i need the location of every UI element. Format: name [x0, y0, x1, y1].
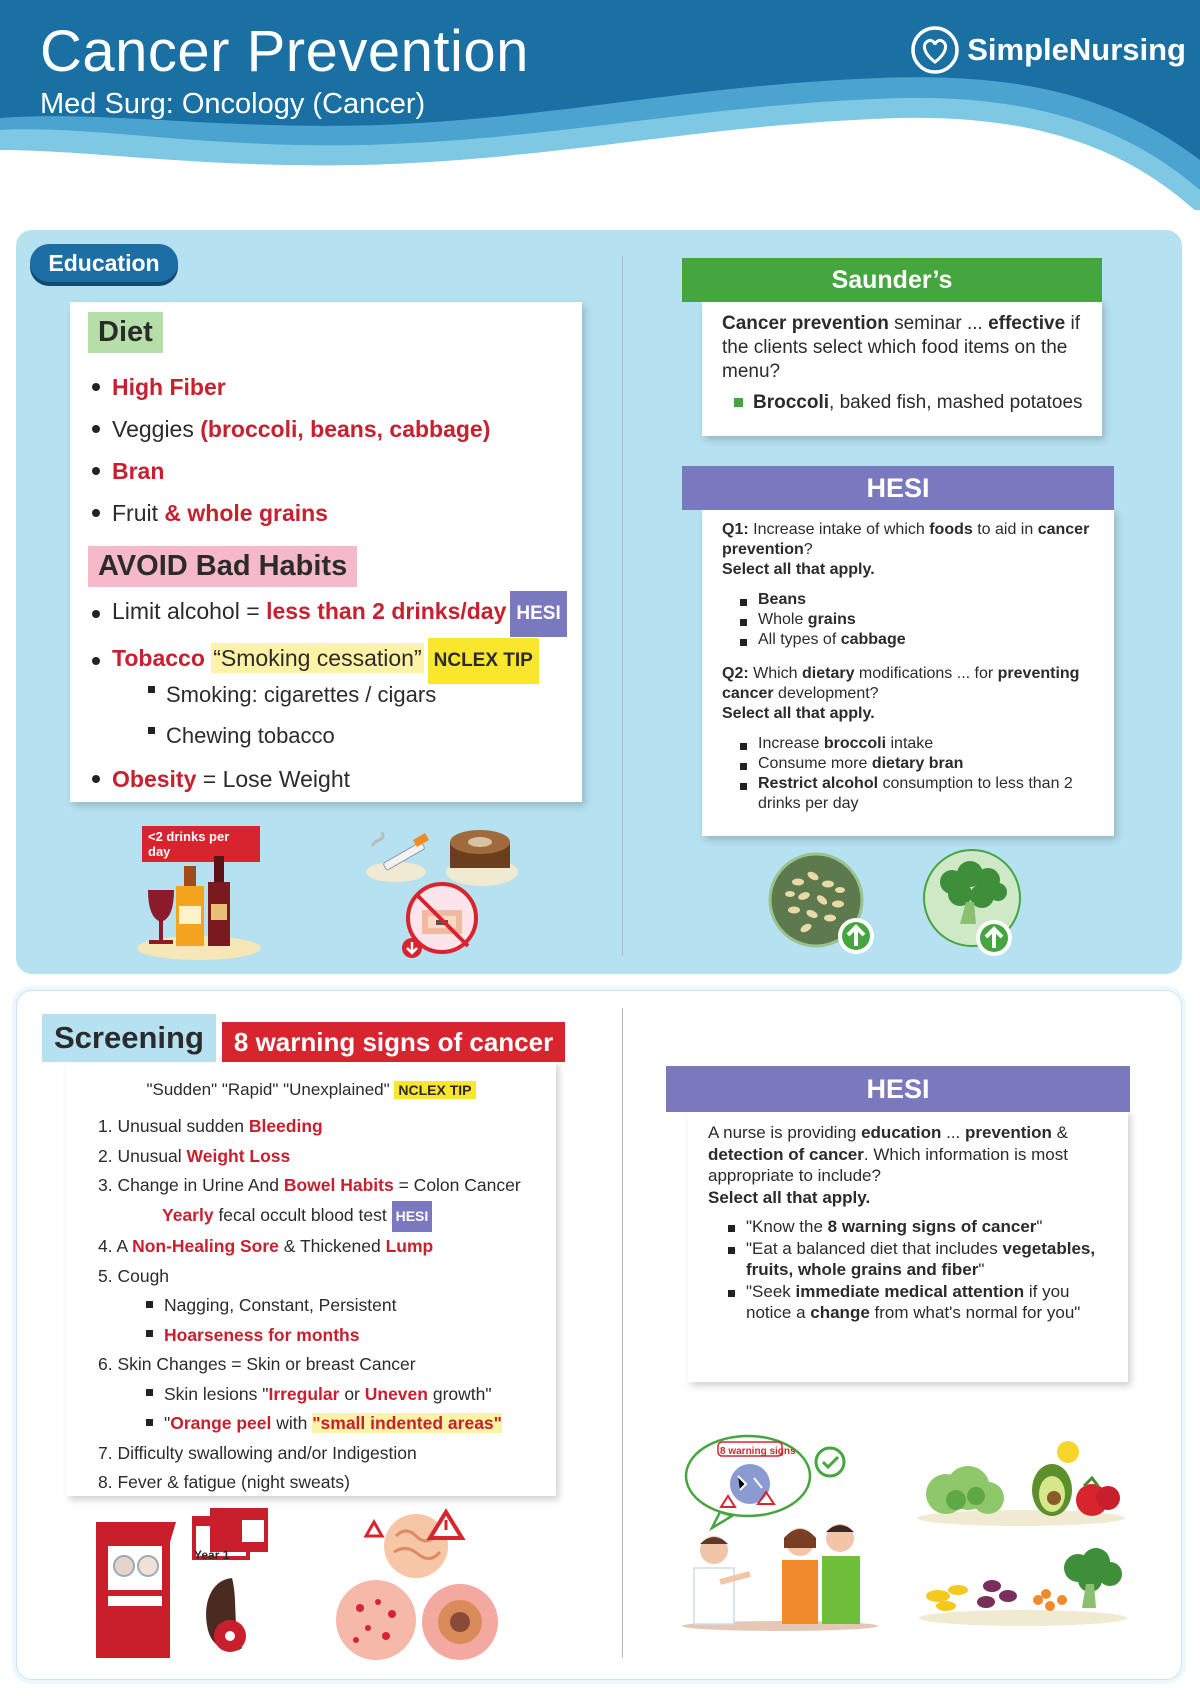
warning-signs-list	[98, 1112, 548, 1498]
weight-scale-icon	[402, 880, 482, 960]
saunders-card	[702, 300, 1102, 436]
nurse-patient-education-icon	[680, 1432, 880, 1632]
hesi-q1-answer: Beans	[736, 590, 906, 610]
screening-heading-row	[42, 1014, 565, 1062]
avoid-item-alcohol: Limit alcohol = less than 2 drinks/day HESI	[90, 590, 570, 637]
page-header	[0, 0, 1200, 210]
nclex-tip-line: "Sudden" "Rapid" "Unexplained" NCLEX TIP	[66, 1080, 556, 1100]
diet-item: High Fiber	[90, 366, 490, 408]
hesi-education-answers	[724, 1216, 1104, 1324]
hesi-tag: HESI	[392, 1201, 433, 1233]
skin-lesions-icon	[330, 1508, 510, 1664]
hesi-q2-answers	[736, 734, 1086, 814]
heart-stethoscope-icon	[909, 24, 961, 76]
bubble-label: 8 warning signs	[720, 1446, 796, 1457]
tobacco-sub-item: Smoking: cigarettes / cigars	[144, 674, 436, 715]
diet-item: Fruit & whole grains	[90, 492, 490, 534]
hesi-q2-answer: Restrict alcohol consumption to less than 2 drinks per day	[736, 774, 1086, 814]
diet-heading: Diet	[88, 312, 163, 353]
hesi-education-answer: "Eat a balanced diet that includes vegetables, fruits, whole grains and fiber"	[724, 1238, 1104, 1281]
hesi-tag: HESI	[510, 591, 566, 637]
page-subtitle: Med Surg: Oncology (Cancer)	[40, 88, 426, 120]
fecal-test-calendar-icon	[92, 1508, 272, 1660]
avoid-list	[90, 590, 570, 684]
warning-sign-6: 6. Skin Changes = Skin or breast Cancer	[98, 1354, 416, 1374]
tobacco-illustration	[364, 822, 524, 952]
hesi-heading: HESI	[682, 466, 1114, 510]
saunders-answer: Broccoli, baked fish, mashed potatoes	[734, 392, 1083, 414]
warning-sign-8: 8. Fever & fatigue (night sweats)	[98, 1472, 350, 1492]
page-title: Cancer Prevention	[40, 19, 529, 84]
warning-sign-5: 5. Cough	[98, 1265, 170, 1286]
diet-item: Veggies (broccoli, beans, cabbage)	[90, 408, 490, 450]
screening-label: Screening	[42, 1014, 216, 1062]
tobacco-sub-item: Chewing tobacco	[144, 715, 436, 756]
hesi-q1-answers	[736, 590, 906, 650]
hesi-education-card	[688, 1110, 1128, 1382]
diet-card	[70, 302, 582, 802]
avoid-list-obesity	[90, 758, 350, 800]
warning-sign-3-sub: Yearly fecal occult blood test HESI	[98, 1201, 548, 1233]
avoid-heading: AVOID Bad Habits	[88, 546, 357, 587]
hesi-education-question: A nurse is providing education ... prevention & detection of cancer. Which information is most appropriate to include? Select all that apply.	[708, 1123, 1068, 1207]
warning-sign-6-sub: Skin lesions "Irregular or Uneven growth" "Orange peel with "small indented areas"	[98, 1380, 548, 1439]
green-square-icon	[734, 398, 743, 407]
warning-signs-card	[66, 1060, 556, 1496]
warning-sign-7: 7. Difficulty swallowing and/or Indigestion	[98, 1442, 417, 1463]
tobacco-sub-list	[144, 674, 436, 756]
hesi-q1-answer: Whole grains	[736, 610, 906, 630]
grains-beans-broccoli-icon	[918, 1540, 1128, 1630]
warning-sign-3: 3. Change in Urine And Bowel Habits = Colon Cancer	[98, 1175, 521, 1195]
hesi-q2-answer: Increase broccoli intake	[736, 734, 1086, 754]
alcohol-illustration	[140, 826, 260, 950]
warning-sign-5-sub: Nagging, Constant, Persistent Hoarseness for months	[98, 1291, 548, 1350]
wine-bottles-icon	[134, 848, 264, 968]
broccoli-increase-icon	[922, 848, 1032, 958]
avoid-item-obesity: Obesity = Lose Weight	[90, 758, 350, 800]
saunders-heading: Saunder’s	[682, 258, 1102, 302]
screening-divider	[622, 1008, 623, 1658]
education-divider	[622, 256, 623, 956]
nclex-tag: NCLEX TIP	[394, 1081, 475, 1099]
calendar-label: Year 1	[194, 1548, 230, 1562]
warning-signs-title: 8 warning signs of cancer	[222, 1022, 565, 1062]
diet-item: Bran	[90, 450, 490, 492]
warning-sign-4: 4. A Non-Healing Sore & Thickened Lump	[98, 1236, 434, 1256]
drinks-label: <2 drinks per day	[142, 826, 260, 862]
brand-logo	[909, 24, 1186, 76]
hesi-education-answer: "Seek immediate medical attention if you notice a change from what's normal for you"	[724, 1281, 1104, 1324]
hesi-education-answer: "Know the 8 warning signs of cancer"	[724, 1216, 1104, 1238]
beans-increase-icon	[768, 852, 878, 956]
brand-name: SimpleNursing	[967, 32, 1186, 67]
nclex-tag: NCLEX TIP	[428, 638, 539, 684]
hesi-heading: HESI	[666, 1066, 1130, 1112]
hesi-q1-answer: All types of cabbage	[736, 630, 906, 650]
warning-sign-1: 1. Unusual sudden Bleeding	[98, 1116, 323, 1136]
warning-sign-2: 2. Unusual Weight Loss	[98, 1145, 291, 1166]
hesi-questions-card	[702, 508, 1114, 836]
avoid-item-tobacco: Tobacco “Smoking cessation” NCLEX TIP	[90, 637, 570, 684]
hesi-q2: Q2: Which dietary modifications ... for preventing cancer development? Select all that apply.	[722, 665, 1080, 722]
education-label: Education	[30, 244, 178, 282]
vegetables-fruits-icon	[916, 1438, 1126, 1528]
diet-list	[90, 366, 490, 534]
hesi-q1: Q1: Increase intake of which foods to aid in cancer prevention? Select all that apply.	[722, 521, 1090, 578]
saunders-question: Cancer prevention seminar ... effective if the clients select which food items on the menu?	[722, 313, 1080, 382]
hesi-q2-answer: Consume more dietary bran	[736, 754, 1086, 774]
